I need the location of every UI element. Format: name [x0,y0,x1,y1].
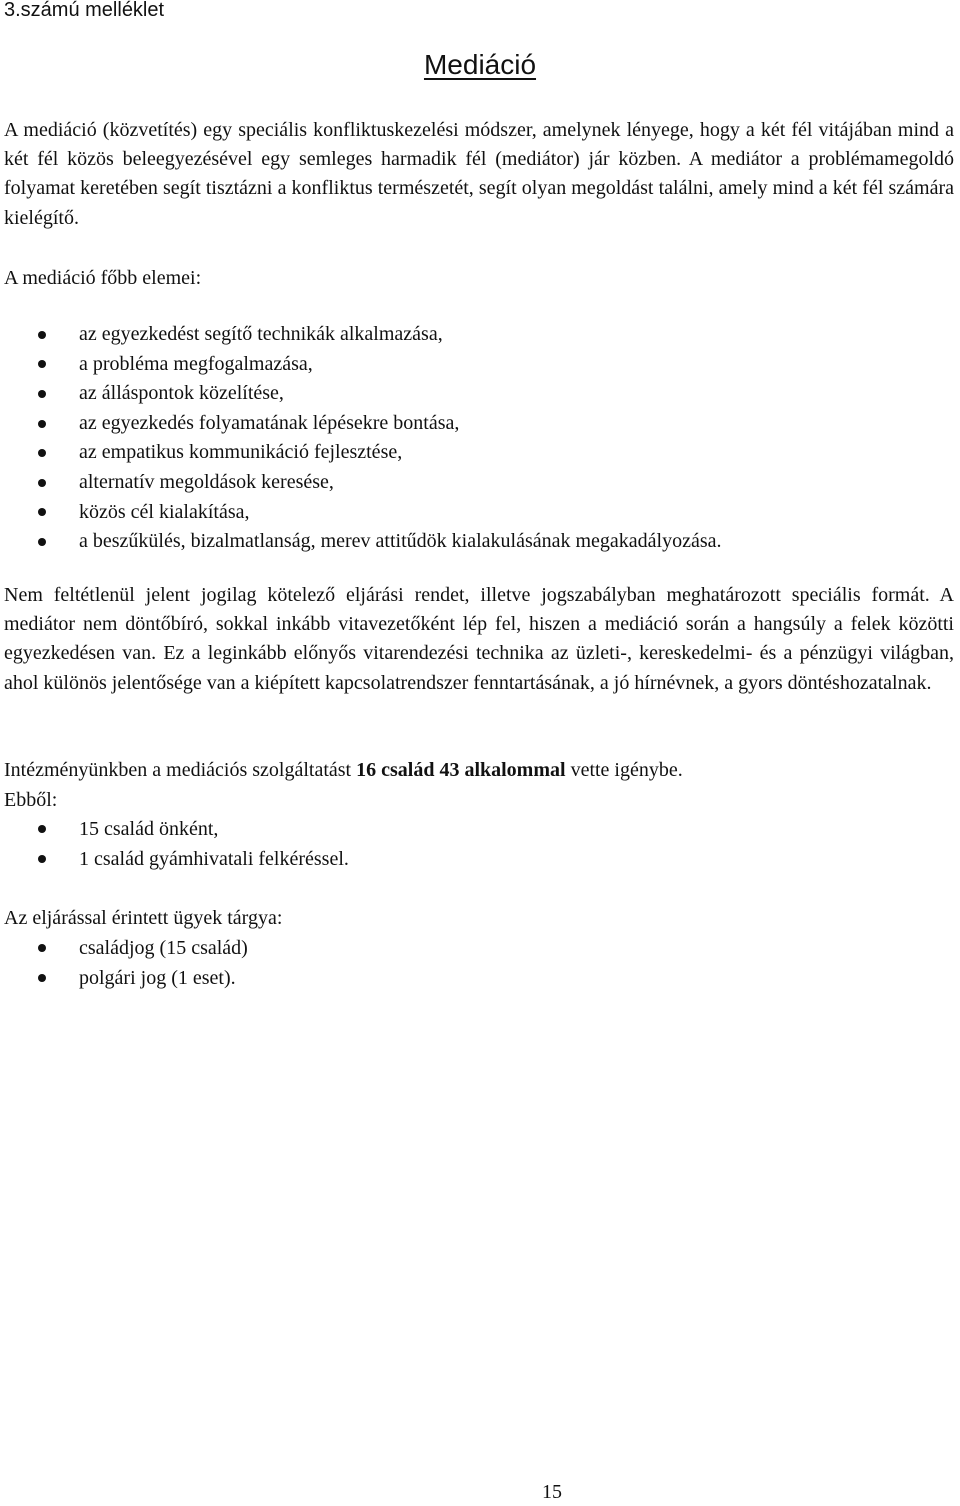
list-item [0,438,940,468]
list-item [0,527,940,557]
description-paragraph: Nem feltétlenül jelent jogilag kötelező eljárási rendet, illetve jogszabályban meghatározott speciális formát. A mediátor nem döntőbíró, sokkal inkább vitavezetőként lép fel, hiszen a mediáció során a hangsúly a felek közötti egyezkedésen van. Ez a leginkább előnyős vitarendezési technika az üzleti-, kereskedelmi- és a pénzügyi világban, ahol különös jelentősége van a kiépített kapcsolatrendszer fenntartásának, a jó hírnévnek, a gyors döntéshozatalnak. [4,584,954,694]
list-item-text: az álláspontok közelítése, [79,382,284,405]
list-item [0,379,940,409]
list-item-text: 15 család önként, [79,818,219,840]
bullet-icon [38,944,46,952]
subjects-list [0,933,940,993]
bullet-icon [38,855,46,863]
list-item-text: a probléma megfogalmazása, [79,352,313,375]
subjects-heading: Az eljárással érintett ügyek tárgya: [4,907,283,929]
list-item [0,814,940,844]
elements-heading: A mediáció főbb elemei: [4,267,202,289]
list-item [0,409,940,439]
bullet-icon [38,360,46,368]
bullet-icon [38,449,46,457]
list-item-text: az egyezkedés folyamatának lépésekre bontása, [79,411,460,434]
list-item-text: közös cél kialakítása, [79,500,250,523]
usage-paragraph [4,756,954,785]
bullet-icon [38,479,46,487]
list-item [0,844,940,874]
list-item [0,963,940,993]
list-item-text: alternatív megoldások keresése, [79,470,334,493]
bullet-icon [38,825,46,833]
bullet-icon [38,508,46,516]
bullet-icon [38,538,46,546]
bullet-icon [38,974,46,982]
list-item [0,498,940,528]
list-item-text: polgári jog (1 eset). [79,967,236,989]
list-item [0,320,940,350]
usage-prefix: Intézményünkben a mediációs szolgáltatást [4,759,357,781]
list-item-text: a beszűkülés, bizalmatlanság, merev attitűdök kialakulásának megakadályozása. [79,530,722,553]
elements-list [0,320,940,557]
list-item-text: az empatikus kommunikáció fejlesztése, [79,441,403,464]
breakdown-label: Ebből: [4,789,58,811]
list-item [0,350,940,380]
usage-count: 16 család 43 alkalommal [356,759,566,781]
list-item [0,468,940,498]
bullet-icon [38,420,46,428]
usage-suffix: vette igénybe. [565,759,683,781]
breakdown-list [0,814,940,874]
list-item-text: az egyezkedést segítő technikák alkalmazása, [79,323,443,345]
intro-paragraph: A mediáció (közvetítés) egy speciális konfliktuskezelési módszer, amelynek lényege, hogy a két fél vitájában mind a két fél közös beleegyezésével egy semleges harmadik fél (mediátor) jár közben. A mediátor a problémamegoldó folyamat keretében segít tisztázni a konfliktus természetét, segít olyan megoldást találni, amely mind a két fél számára kielégítő. [4,119,954,229]
bullet-icon [38,331,46,339]
list-item-text: 1 család gyámhivatali felkéréssel. [79,848,349,870]
list-item-text: családjog (15 család) [79,937,248,959]
list-item [0,933,940,963]
page-number: 15 [542,1481,562,1503]
appendix-label: 3.számú melléklet [4,0,165,21]
bullet-icon [38,390,46,398]
page-title: Mediáció [423,49,537,80]
